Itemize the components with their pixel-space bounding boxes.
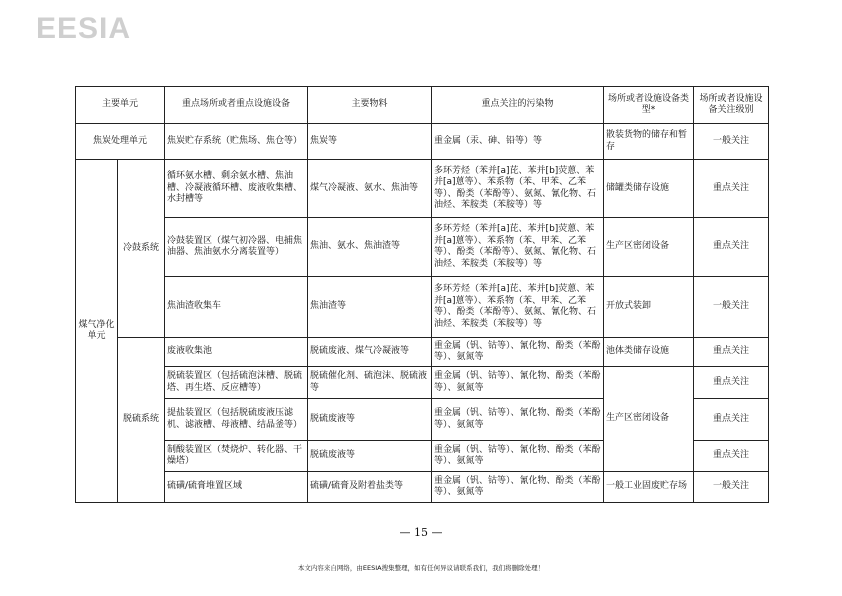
level-cell: 重点关注 (694, 338, 769, 367)
table-row (76, 472, 769, 503)
level-cell: 重点关注 (694, 367, 769, 399)
level-cell: 一般关注 (694, 124, 769, 160)
table-row (76, 338, 769, 367)
system-cell: 脱硫系统 (118, 338, 165, 503)
material-cell: 脱硫废液等 (308, 441, 432, 472)
facility-cell: 焦炭贮存系统（贮焦场、焦仓等） (165, 124, 308, 160)
unit-cell: 焦炭处理单元 (76, 124, 165, 160)
pollutant-cell: 重金属（钒、钴等）、氰化物、酚类（苯酚等）、氨氮等 (432, 441, 604, 472)
pollutant-cell: 重金属（钒、钴等）、氰化物、酚类（苯酚等）、氨氮等 (432, 472, 604, 503)
material-cell: 焦油、氨水、焦油渣等 (308, 218, 432, 277)
pollutant-cell: 多环芳烃（苯并[a]芘、苯并[b]荧蒽、苯并[a]蒽等）、苯系物（苯、甲苯、乙苯等）、酚类（苯酚等）、氨氮、氰化物、石油烃、苯胺类（苯胺等）等 (432, 218, 604, 277)
type-cell: 散装货物的储存和暂存 (604, 124, 694, 160)
material-cell: 脱硫催化剂、硫泡沫、脱硫液等 (308, 367, 432, 399)
facility-cell: 焦油渣收集车 (165, 277, 308, 338)
type-cell: 开放式装卸 (604, 277, 694, 338)
header-type: 场所或者设施设备类型* (604, 87, 694, 124)
header-material: 主要物料 (308, 87, 432, 124)
material-cell: 煤气冷凝液、氨水、焦油等 (308, 160, 432, 218)
header-pollutant: 重点关注的污染物 (432, 87, 604, 124)
facility-cell: 循环氨水槽、剩余氨水槽、焦油槽、冷凝液循环槽、废液收集槽、水封槽等 (165, 160, 308, 218)
facility-cell: 制酸装置区（焚烧炉、转化器、干燥塔） (165, 441, 308, 472)
facility-cell: 废液收集池 (165, 338, 308, 367)
table-row (76, 277, 769, 338)
facility-cell: 脱硫装置区（包括硫泡沫槽、脱硫塔、再生塔、反应槽等） (165, 367, 308, 399)
level-cell: 一般关注 (694, 472, 769, 503)
system-cell: 冷鼓系统 (118, 160, 165, 338)
type-cell: 池体类储存设施 (604, 338, 694, 367)
pollutant-cell: 重金属（钒、钴等）、氰化物、酚类（苯酚等）、氨氮等 (432, 399, 604, 441)
material-cell: 焦炭等 (308, 124, 432, 160)
material-cell: 脱硫废液、煤气冷凝液等 (308, 338, 432, 367)
facility-cell: 硫磺/硫膏堆置区域 (165, 472, 308, 503)
type-cell: 生产区密闭设备 (604, 367, 694, 472)
page-number: — 15 — (399, 526, 443, 539)
table-row (76, 367, 769, 399)
level-cell: 重点关注 (694, 160, 769, 218)
table-row (76, 124, 769, 160)
type-cell: 储罐类储存设施 (604, 160, 694, 218)
facility-cell: 冷鼓装置区（煤气初冷器、电捕焦油器、焦油氨水分离装置等） (165, 218, 308, 277)
eesia-logo: EESIA (36, 12, 132, 45)
material-cell: 脱硫废液等 (308, 399, 432, 441)
pollutant-cell: 多环芳烃（苯并[a]芘、苯并[b]荧蒽、苯并[a]蒽等）、苯系物（苯、甲苯、乙苯等）、酚类（苯酚等）、氨氮、氰化物、石油烃、苯胺类（苯胺等）等 (432, 160, 604, 218)
level-cell: 重点关注 (694, 441, 769, 472)
material-cell: 焦油渣等 (308, 277, 432, 338)
pollutant-cell: 多环芳烃（苯并[a]芘、苯并[b]荧蒽、苯并[a]蒽等）、苯系物（苯、甲苯、乙苯等）、酚类（苯酚等）、氨氮、氰化物、石油烃、苯胺类（苯胺等）等 (432, 277, 604, 338)
level-cell: 重点关注 (694, 218, 769, 277)
pollutant-cell: 重金属（钒、钴等）、氰化物、酚类（苯酚等）、氨氮等 (432, 338, 604, 367)
level-cell: 重点关注 (694, 399, 769, 441)
pollutant-cell: 重金属（钒、钴等）、氰化物、酚类（苯酚等）、氨氮等 (432, 367, 604, 399)
level-cell: 一般关注 (694, 277, 769, 338)
table-row (76, 160, 769, 218)
pollution-facility-table (75, 86, 769, 503)
table-header-row (76, 87, 769, 124)
header-unit: 主要单元 (76, 87, 165, 124)
header-level: 场所或者设施设备关注级别 (694, 87, 769, 124)
facility-cell: 提盐装置区（包括脱硫废液压滤机、滤液槽、母液槽、结晶釜等） (165, 399, 308, 441)
header-facility: 重点场所或者重点设施设备 (165, 87, 308, 124)
material-cell: 硫磺/硫膏及附着盐类等 (308, 472, 432, 503)
type-cell: 一般工业固废贮存场 (604, 472, 694, 503)
unit-cell: 煤气净化单元 (76, 160, 118, 503)
footer-disclaimer: 本文内容来自网络，由EESIA搜集整理，如有任何异议请联系我们，我们将删除处理！ (297, 564, 545, 572)
pollutant-cell: 重金属（汞、砷、铅等）等 (432, 124, 604, 160)
type-cell: 生产区密闭设备 (604, 218, 694, 277)
table-row (76, 218, 769, 277)
